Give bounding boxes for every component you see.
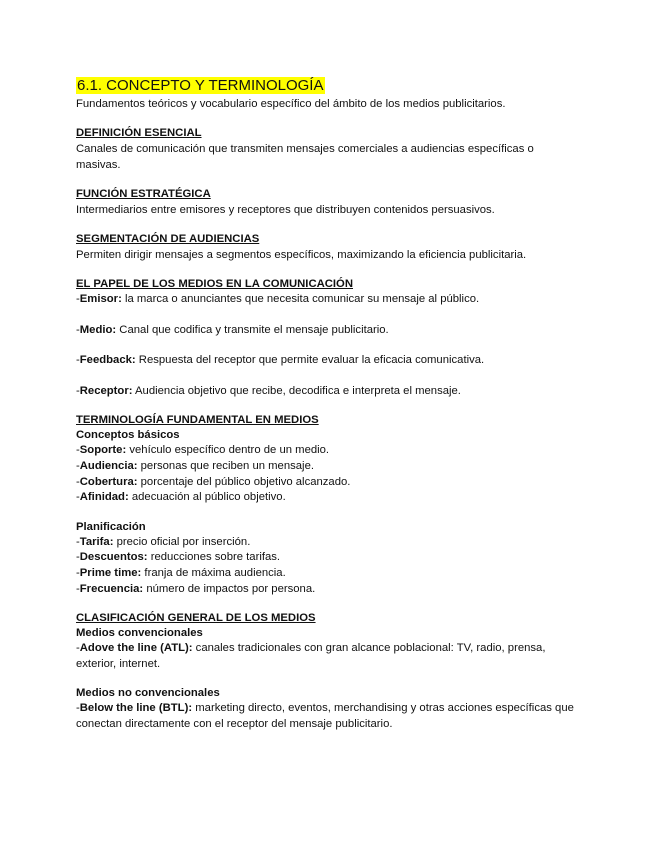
item-text: número de impactos por persona. [143,582,316,595]
item-text: Audiencia objetivo que recibe, decodifica e interpreta el mensaje. [132,384,461,397]
item-text: franja de máxima audiencia. [141,566,286,579]
list-item: -Soporte: vehículo específico dentro de un medio. [76,444,330,457]
page-title: 6.1. CONCEPTO Y TERMINOLOGÍA [77,77,324,94]
item-term: Medio: [79,323,117,336]
list-item: -Tarifa: precio oficial por inserción. [76,535,251,548]
document-page [76,77,576,733]
item-term: Frecuencia: [79,582,144,595]
intro-text: Fundamentos teóricos y vocabulario específico del ámbito de los medios publicitarios. [76,98,506,110]
section-text: Canales de comunicación que transmiten mensajes comerciales a audiencias específicas o masivas. [76,143,534,171]
list-item: -Below the line (BTL): marketing directo, eventos, merchandising y otras acciones específicas que conectan directamente con el receptor del mensaje publicitario. [76,702,574,730]
section-clasificacion [76,611,576,732]
item-term: Adove the line (ATL): [79,642,193,655]
item-text: Canal que codifica y transmite el mensaje publicitario. [116,323,389,336]
subsection-title: Medios no convencionales [76,687,220,700]
item-term: Afinidad: [79,491,129,504]
item-text: Respuesta del receptor que permite evaluar la eficacia comunicativa. [135,354,485,367]
item-text: marketing directo, eventos, merchandising y otras acciones específicas que conectan directamente con el receptor del mensaje publicitario. [76,702,574,730]
section-terminologia [76,413,576,597]
subsection-title: Medios convencionales [76,627,203,640]
item-text: porcentaje del público objetivo alcanzado. [137,475,351,488]
section-heading: EL PAPEL DE LOS MEDIOS EN LA COMUNICACIÓN [76,278,354,290]
item-term: Feedback: [79,354,136,367]
list-item: -Feedback: Respuesta del receptor que permite evaluar la eficacia comunicativa. [76,354,485,367]
item-term: Emisor: [79,293,122,305]
item-term: Prime time: [79,566,142,579]
item-text: la marca o anunciantes que necesita comunicar su mensaje al público. [121,293,480,305]
section-definicion [76,126,576,173]
list-item: -Afinidad: adecuación al público objetivo. [76,491,286,504]
item-text: adecuación al público objetivo. [128,491,286,504]
section-funcion [76,187,576,218]
item-term: Cobertura: [79,475,138,488]
item-term: Receptor: [79,384,133,397]
list-item: -Prime time: franja de máxima audiencia. [76,566,286,579]
subsection-title: Planificación [76,520,146,533]
list-item: -Frecuencia: número de impactos por persona. [76,582,316,595]
item-text: vehículo específico dentro de un medio. [126,444,330,457]
section-heading: CLASIFICACIÓN GENERAL DE LOS MEDIOS [76,612,316,625]
section-text: Permiten dirigir mensajes a segmentos específicos, maximizando la eficiencia publicitaria. [76,249,527,261]
item-text: precio oficial por inserción. [113,535,251,548]
section-text: Intermediarios entre emisores y receptores que distribuyen contenidos persuasivos. [76,204,495,216]
section-heading: DEFINICIÓN ESENCIAL [76,127,202,139]
list-item: -Adove the line (ATL): canales tradicionales con gran alcance poblacional: TV, radio, prensa, exterior, internet. [76,642,546,670]
item-term: Below the line (BTL): [79,702,193,715]
section-heading: TERMINOLOGÍA FUNDAMENTAL EN MEDIOS [76,414,319,427]
list-item: -Receptor: Audiencia objetivo que recibe, decodifica e interpreta el mensaje. [76,384,461,397]
item-term: Descuentos: [79,551,148,564]
list-item: -Descuentos: reducciones sobre tarifas. [76,551,281,564]
item-text: reducciones sobre tarifas. [147,551,281,564]
list-item: -Audiencia: personas que reciben un mensaje. [76,459,314,472]
item-text: personas que reciben un mensaje. [137,459,314,472]
item-term: Tarifa: [79,535,114,548]
item-term: Audiencia: [79,459,138,472]
section-heading: SEGMENTACIÓN DE AUDIENCIAS [76,233,260,245]
subsection-title: Conceptos básicos [76,429,180,442]
section-heading: FUNCIÓN ESTRATÉGICA [76,188,211,200]
list-item: -Medio: Canal que codifica y transmite el mensaje publicitario. [76,323,389,336]
list-item: -Emisor: la marca o anunciantes que necesita comunicar su mensaje al público. [76,293,480,305]
list-item: -Cobertura: porcentaje del público objetivo alcanzado. [76,475,351,488]
section-segmentacion [76,232,576,263]
item-text: canales tradicionales con gran alcance poblacional: TV, radio, prensa, exterior, internet. [76,642,546,670]
item-term: Soporte: [79,444,127,457]
section-papel [76,277,576,399]
